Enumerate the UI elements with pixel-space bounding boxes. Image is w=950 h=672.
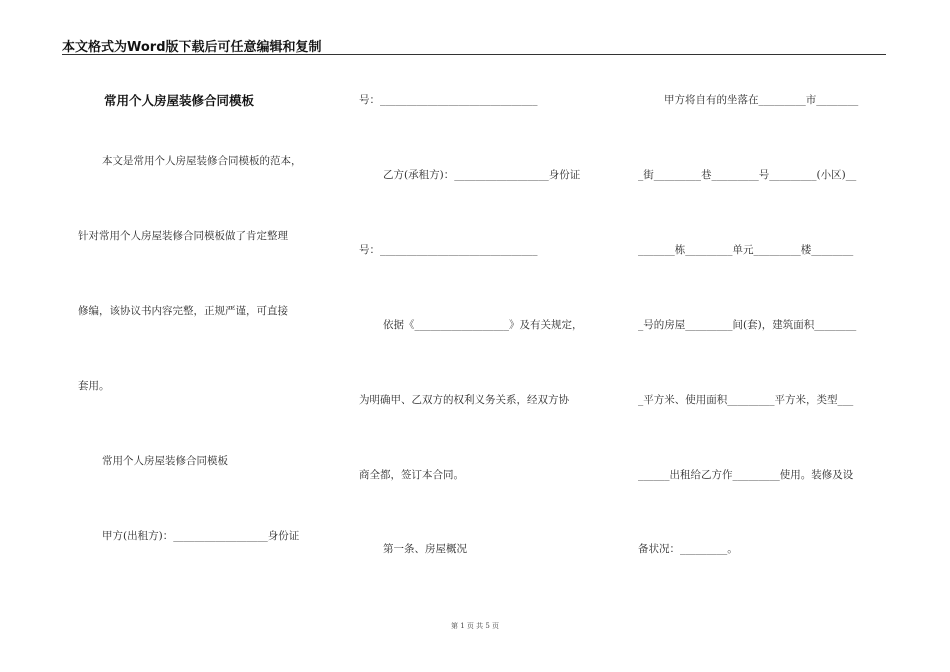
page-number: 第 1 页 共 5 页 (450, 622, 500, 630)
text-line: 甲方将自有的坐落在_________市________ (664, 94, 859, 106)
text-line: 备状况：_________。 (638, 543, 738, 555)
text-line: 号：______________________________ (359, 94, 538, 106)
text-line: 乙方(承租方)：__________________身份证 (383, 169, 581, 181)
text-line: _平方米、使用面积_________平方米，类型___ (638, 394, 854, 406)
text-line: _______栋_________单元_________楼________ (638, 244, 854, 256)
text-line: _号的房屋_________间(套)，建筑面积________ (638, 319, 857, 331)
document-header (62, 36, 886, 55)
section-heading: 常用个人房屋装修合同模板 (102, 455, 228, 467)
text-line: 甲方(出租方)：__________________身份证 (102, 530, 300, 542)
text-line: 针对常用个人房屋装修合同模板做了肯定整理 (78, 230, 288, 242)
header-text: 本文格式为Word版下载后可任意编辑和复制 (62, 40, 322, 55)
text-line: 本文是常用个人房屋装修合同模板的范本， (102, 155, 302, 167)
text-line: _街_________巷_________号_________(小区)__ (638, 169, 857, 181)
text-line: 依据《__________________》及有关规定， (383, 319, 583, 331)
text-line: ______出租给乙方作_________使用。装修及设 (638, 469, 854, 481)
text-line: 修编，该协议书内容完整，正规严谨，可直接 (78, 305, 288, 317)
section-heading: 第一条、房屋概况 (383, 543, 467, 555)
document-title: 常用个人房屋装修合同模板 (104, 93, 255, 108)
text-line: 套用。 (78, 380, 110, 392)
text-line: 商全都，签订本合同。 (359, 469, 464, 481)
text-line: 为明确甲、乙双方的权利义务关系，经双方协 (359, 394, 569, 406)
text-line: 号：______________________________ (359, 244, 538, 256)
